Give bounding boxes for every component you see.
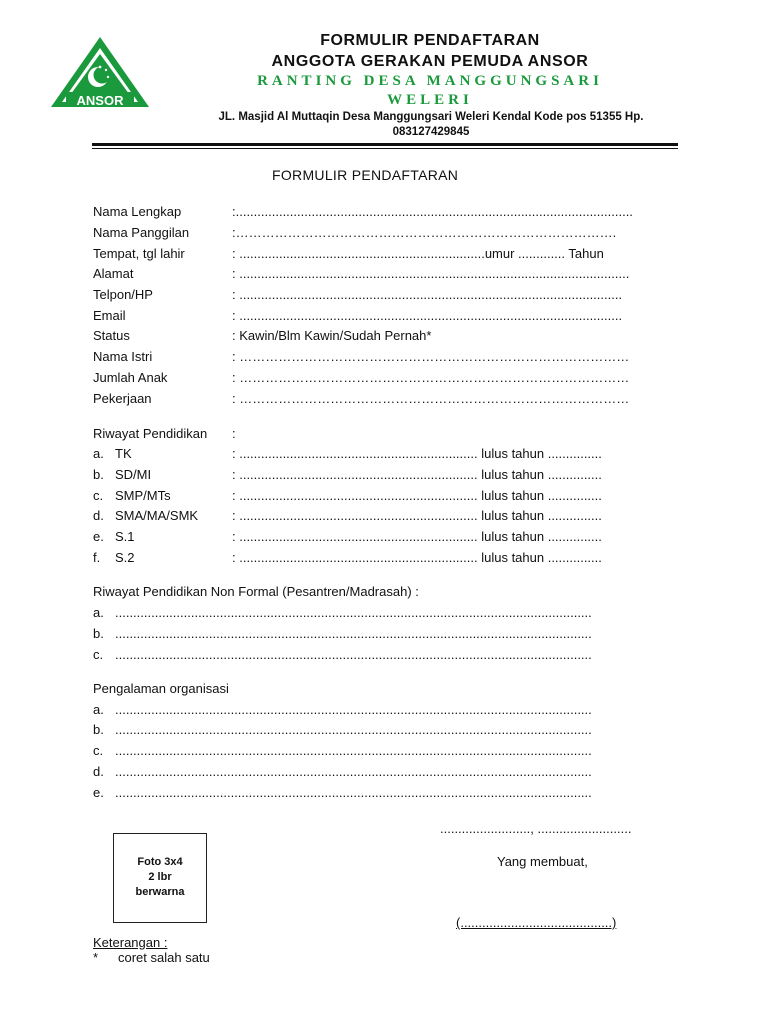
nonformal-blank[interactable]: .................................................................................................................................... [115,647,592,662]
field-label: Jumlah Anak [93,370,168,385]
education-level: SMP/MTs [115,488,171,503]
education-blank[interactable]: : .................................................................. lulus tahun ............... [232,550,602,565]
item-marker: b. [93,467,104,482]
header-address: JL. Masjid Al Muttaqin Desa Manggungsari Weleri Kendal Kode pos 51355 Hp. 083127429845 [218,111,644,138]
header-rule-thick [92,143,678,146]
nonformal-heading: Riwayat Pendidikan Non Formal (Pesantren/Madrasah) : [93,584,419,599]
field-label: Nama Istri [93,349,153,364]
item-marker: d. [93,508,104,523]
nonformal-blank[interactable]: .................................................................................................................................... [115,626,592,641]
nonformal-blank[interactable]: .................................................................................................................................... [115,605,592,620]
organization-heading: Pengalaman organisasi [93,681,229,696]
header-branch: RANTING DESA MANGGUNGSARI [257,73,603,89]
header-rule-thin [92,148,678,149]
organization-blank[interactable]: .................................................................................................................................... [115,785,592,800]
photo-text-color: berwarna [135,886,185,898]
photo-text-count: 2 lbr [148,871,172,883]
item-marker: c. [93,647,104,662]
education-blank[interactable]: : .................................................................. lulus tahun ............... [232,508,602,523]
education-heading: Riwayat Pendidikan [93,426,208,441]
notes-heading: Keterangan : [93,935,168,950]
form-title: FORMULIR PENDAFTARAN [272,167,459,183]
organization-blank[interactable]: .................................................................................................................................... [115,722,592,737]
signature-date-blank[interactable]: ........................., .......................... [440,821,632,836]
item-marker: f. [93,550,101,565]
notes-marker: * [93,950,99,965]
education-level: S.1 [115,529,135,544]
field-blank[interactable]: : ....................................................................umur ............. Tahun [232,246,604,261]
education-blank[interactable]: : .................................................................. lulus tahun ............... [232,529,602,544]
notes-text: coret salah satu [118,950,210,965]
field-label: Email [93,308,126,323]
field-blank[interactable]: : .......................................................................................................... [232,308,623,323]
field-label: Tempat, tgl lahir [93,246,185,261]
field-blank[interactable]: : ……………………………………………………………………………… [232,349,630,364]
field-label: Telpon/HP [93,287,153,302]
item-marker: c. [93,488,104,503]
item-marker: b. [93,626,104,641]
education-level: TK [115,446,132,461]
item-marker: d. [93,764,104,779]
header-org: ANGGOTA GERAKAN PEMUDA ANSOR [271,53,589,70]
signature-label: Yang membuat, [497,854,588,869]
field-label: Status [93,328,130,343]
organization-blank[interactable]: .................................................................................................................................... [115,743,592,758]
field-blank[interactable]: : ……………………………………………………………………………… [232,391,630,406]
field-label: Pekerjaan [93,391,152,406]
header-title: FORMULIR PENDAFTARAN [320,32,540,49]
organization-blank[interactable]: .................................................................................................................................... [115,764,592,779]
education-blank[interactable]: : .................................................................. lulus tahun ............... [232,488,602,503]
education-blank[interactable]: : .................................................................. lulus tahun ............... [232,467,602,482]
field-blank[interactable]: : ……………………………………………………………………………… [232,370,630,385]
item-marker: e. [93,529,104,544]
signature-name-blank[interactable]: (..........................................) [456,915,617,930]
education-level: SMA/MA/SMK [115,508,199,523]
ansor-logo [48,34,152,110]
education-level: S.2 [115,550,135,565]
svg-text:ANSOR: ANSOR [76,93,124,108]
field-blank[interactable]: : .......................................................................................................... [232,287,623,302]
organization-blank[interactable]: .................................................................................................................................... [115,702,592,717]
field-label: Alamat [93,266,134,281]
photo-box [113,833,207,923]
education-level: SD/MI [115,467,152,482]
photo-text-size: Foto 3x4 [137,856,183,868]
item-marker: c. [93,743,104,758]
header-district: WELERI [387,92,473,108]
item-marker: a. [93,702,104,717]
item-marker: e. [93,785,104,800]
item-marker: a. [93,446,104,461]
education-colon: : [232,426,236,441]
item-marker: a. [93,605,104,620]
item-marker: b. [93,722,104,737]
education-blank[interactable]: : .................................................................. lulus tahun ............... [232,446,602,461]
field-label: Nama Panggilan [93,225,190,240]
field-blank[interactable]: : ............................................................................................................ [232,266,630,281]
field-blank[interactable]: :……………………………………………………………………………. [232,225,617,240]
field-label: Nama Lengkap [93,204,182,219]
field-blank[interactable]: :.............................................................................................................. [232,204,633,219]
field-blank[interactable]: : Kawin/Blm Kawin/Sudah Pernah* [232,328,432,343]
